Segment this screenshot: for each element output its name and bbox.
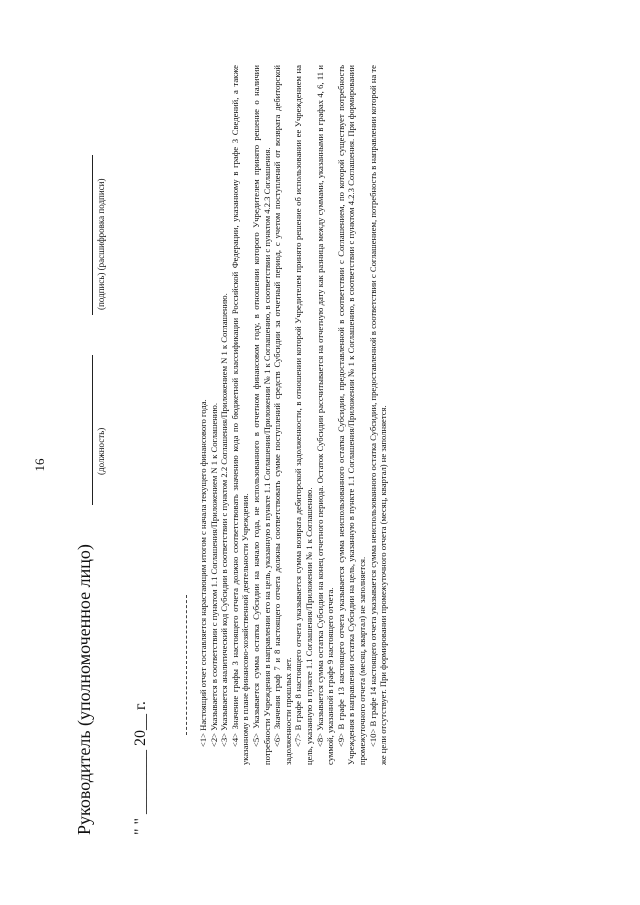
position-line bbox=[92, 355, 93, 505]
footnote-8: <8> Указывается сумма остатка Субсидии на конец отчетного периода. Остаток Субсидии рассчитывается на отчетную дату как разница между суммами, указанными в графах 4, 6, 11 и суммой, указанной в графе 9 настоящего отчета. bbox=[314, 65, 336, 765]
signature-caption: (подпись) (расшифровка подписи) bbox=[96, 178, 106, 310]
document-page bbox=[10, 35, 610, 895]
page-number: 16 bbox=[32, 458, 47, 472]
footnote-9: <9> В графе 13 настоящего отчета указывается сумма неиспользованного остатка Субсидии, предоставленной в соответствии с Соглашением, по которой существует потребность Учреждения в направлении остатка Субсидии на цель, указанную в пункте 1.1 Соглашения/Приложении № 1 к Соглашению, в соответствии с пунктом 4.2.3 Соглашения. При формировании промежуточного отчета (месяц, квартал) не заполняется. bbox=[335, 65, 367, 765]
position-caption: (должность) bbox=[96, 427, 106, 475]
footnote-6: <6> Значения граф 7 и 8 настоящего отчета должны соответствовать сумме поступлений средств Субсидии за отчетный период, с учетом поступлений от возврата дебиторской задолженности прошлых лет. bbox=[272, 65, 293, 765]
footnote-7: <7> В графе 8 настоящего отчета указывается сумма возврата дебиторской задолженности, в отношении которой Учредителем принято решение об использовании ее Учреждением на цель, указанную в пункте 1.1 Соглашения/Приложении № 1 к Соглашению. bbox=[293, 65, 314, 765]
signature-block bbox=[74, 55, 106, 835]
footnote-2: <2> Указывается в соответствии с пунктом 1.1 Соглашения/Приложением N 1 к Соглашению. bbox=[208, 403, 219, 747]
footnote-5: <5> Указывается сумма остатка Субсидии на начало года, не использованного в отчетном финансовом году, в отношении которого Учредителем принято решение о наличии потребности Учреждения в направлении его на цель, указанную в пункте 1.1 Соглашения/Приложении № 1 к Соглашению, в соответствии с пунктом 4.2.3 Соглашения. bbox=[250, 65, 272, 765]
signature-line bbox=[92, 155, 93, 315]
signatory-title: Руководитель (уполномоченное лицо) bbox=[74, 544, 94, 835]
footnote-separator bbox=[186, 595, 187, 735]
date-line: " " ________ 20__ г. bbox=[132, 701, 149, 835]
footnote-3: <3> Указывается аналитический код Субсидии в соответствии с пунктом 2.2 Соглашения/Приложением N 1 к Соглашению. bbox=[219, 293, 230, 747]
footnote-1: <1> Настоящий отчет составляется нарастающим итогом с начала текущего финансового года. bbox=[198, 399, 208, 747]
footnotes bbox=[198, 65, 389, 765]
footnote-10: <10> В графе 14 настоящего отчета указывается сумма неиспользованного остатка Субсидии, предоставленной в соответствии с Соглашением, потребность в направлении которой на те же цели отсутствует. При формировании промежуточного отчета (месяц, квартал) не заполняется. bbox=[367, 65, 389, 765]
footnote-4: <4> Значение графы 3 настоящего отчета должно соответствовать значению кода по бюджетной классификации Российской Федерации, указанному в графе 3 Сведений, а также указанному в плане финансово-хозяйственной деятельности Учреждения. bbox=[229, 65, 251, 765]
